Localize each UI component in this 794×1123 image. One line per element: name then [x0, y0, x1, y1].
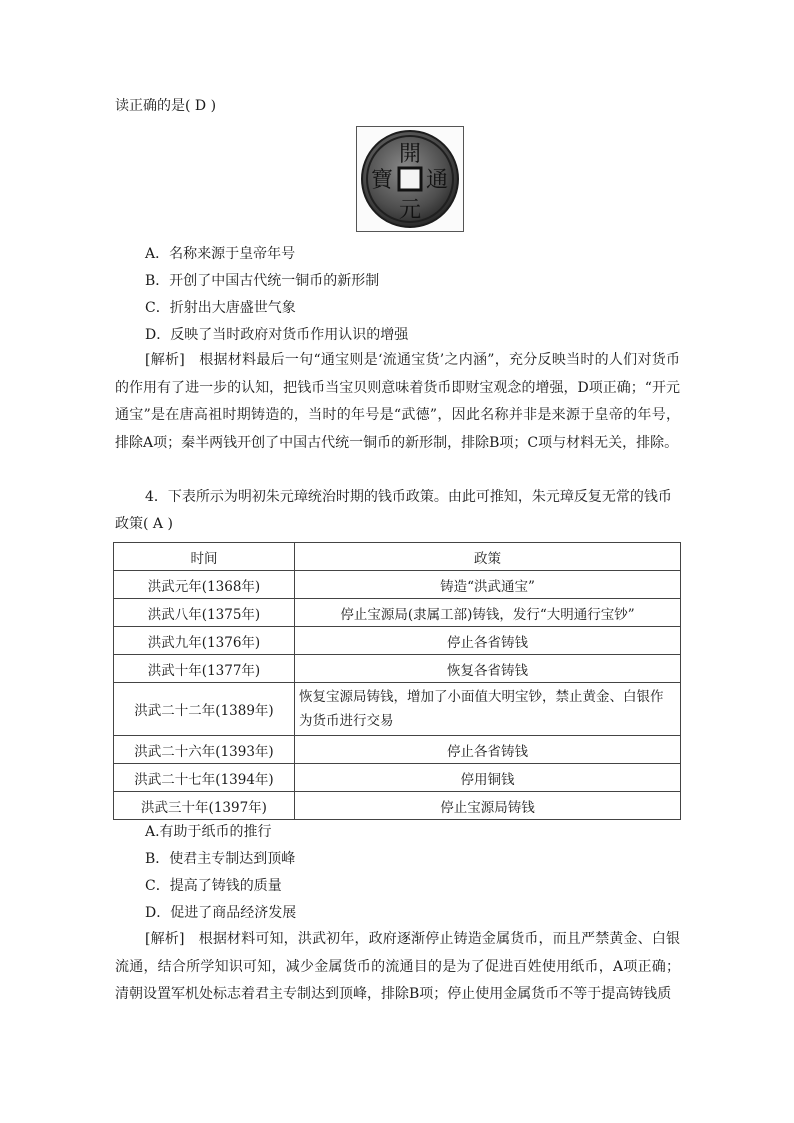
table-row	[114, 655, 681, 683]
coin-char-top: 開	[398, 142, 422, 167]
q3-option-d: D．反映了当时政府对货币作用认识的增强	[145, 327, 409, 343]
table-cell-policy: 恢复各省铸钱	[295, 655, 681, 683]
table-cell-time: 洪武八年(1375年)	[114, 599, 295, 627]
coin-char-bottom: 元	[398, 198, 422, 223]
table-row	[114, 764, 681, 792]
table-row	[114, 599, 681, 627]
q3-option-c: C．折射出大唐盛世气象	[145, 300, 296, 316]
q3-analysis: [解析] 根据材料最后一句“通宝则是‘流通宝货’之内涵”，充分反映当时的人们对货币的作用有了进一步的认知，把钱币当宝贝则意味着货币即财宝观念的增强，D项正确；“开元通宝”是在唐高祖时期铸造的，当时的年号是“武德”，因此名称并非是来源于皇帝的年号，排除A项；秦半两钱开创了中国古代统一铜币的新形制，排除B项；C项与材料无关，排除。	[115, 352, 680, 451]
table-cell-policy: 停止宝源局铸钱	[295, 792, 681, 820]
table-header-time: 时间	[114, 543, 295, 571]
q4-stem-line-1: 4．下表所示为明初朱元璋统治时期的钱币政策。由此可推知，朱元璋反复无常的钱币	[145, 489, 672, 505]
table-header-row	[114, 543, 681, 571]
q4-option-d: D．促进了商品经济发展	[145, 905, 297, 921]
q4-option-a: A.有助于纸币的推行	[145, 824, 272, 840]
table-row	[114, 627, 681, 655]
table-cell-policy: 停用铜钱	[295, 764, 681, 792]
q3-option-b: B．开创了中国古代统一铜币的新形制	[145, 273, 380, 289]
coin-char-left: 寶	[370, 168, 394, 193]
table-cell-policy: 恢复宝源局铸钱，增加了小面值大明宝钞，禁止黄金、白银作为货币进行交易	[295, 683, 681, 736]
table-cell-time: 洪武十年(1377年)	[114, 655, 295, 683]
coin-image	[357, 127, 463, 231]
q3-option-a: A．名称来源于皇帝年号	[145, 246, 296, 262]
table-cell-time: 洪武三十年(1397年)	[114, 792, 295, 820]
table-row	[114, 736, 681, 764]
table-cell-policy: 停止宝源局(隶属工部)铸钱，发行“大明通行宝钞”	[295, 599, 681, 627]
table-cell-time: 洪武元年(1368年)	[114, 571, 295, 599]
question-3-stem-tail: 读正确的是( D )	[115, 98, 217, 114]
table-header-policy: 政策	[295, 543, 681, 571]
table-cell-policy: 停止各省铸钱	[295, 736, 681, 764]
kaiyuan-tongbao-coin-figure	[356, 126, 464, 232]
table-cell-policy: 铸造“洪武通宝”	[295, 571, 681, 599]
table-row	[114, 792, 681, 820]
table-cell-time: 洪武二十六年(1393年)	[114, 736, 295, 764]
table-cell-time: 洪武九年(1376年)	[114, 627, 295, 655]
q4-option-b: B．使君主专制达到顶峰	[145, 851, 296, 867]
table-cell-policy: 停止各省铸钱	[295, 627, 681, 655]
q4-stem-line-2: 政策( A )	[115, 516, 173, 532]
table-row	[114, 571, 681, 599]
table-cell-time: 洪武二十七年(1394年)	[114, 764, 295, 792]
table-row	[114, 683, 681, 736]
q4-analysis: [解析] 根据材料可知，洪武初年，政府逐渐停止铸造金属货币，而且严禁黄金、白银流通，结合所学知识可知，减少金属货币的流通目的是为了促进百姓使用纸币，A项正确；清朝设置军机处标志着君主专制达到顶峰，排除B项；停止使用金属货币不等于提高铸钱质	[115, 931, 680, 1003]
table-cell-time: 洪武二十二年(1389年)	[114, 683, 295, 736]
q4-option-c: C．提高了铸钱的质量	[145, 878, 282, 894]
coin-char-right: 通	[425, 168, 449, 193]
currency-policy-table	[113, 542, 681, 820]
